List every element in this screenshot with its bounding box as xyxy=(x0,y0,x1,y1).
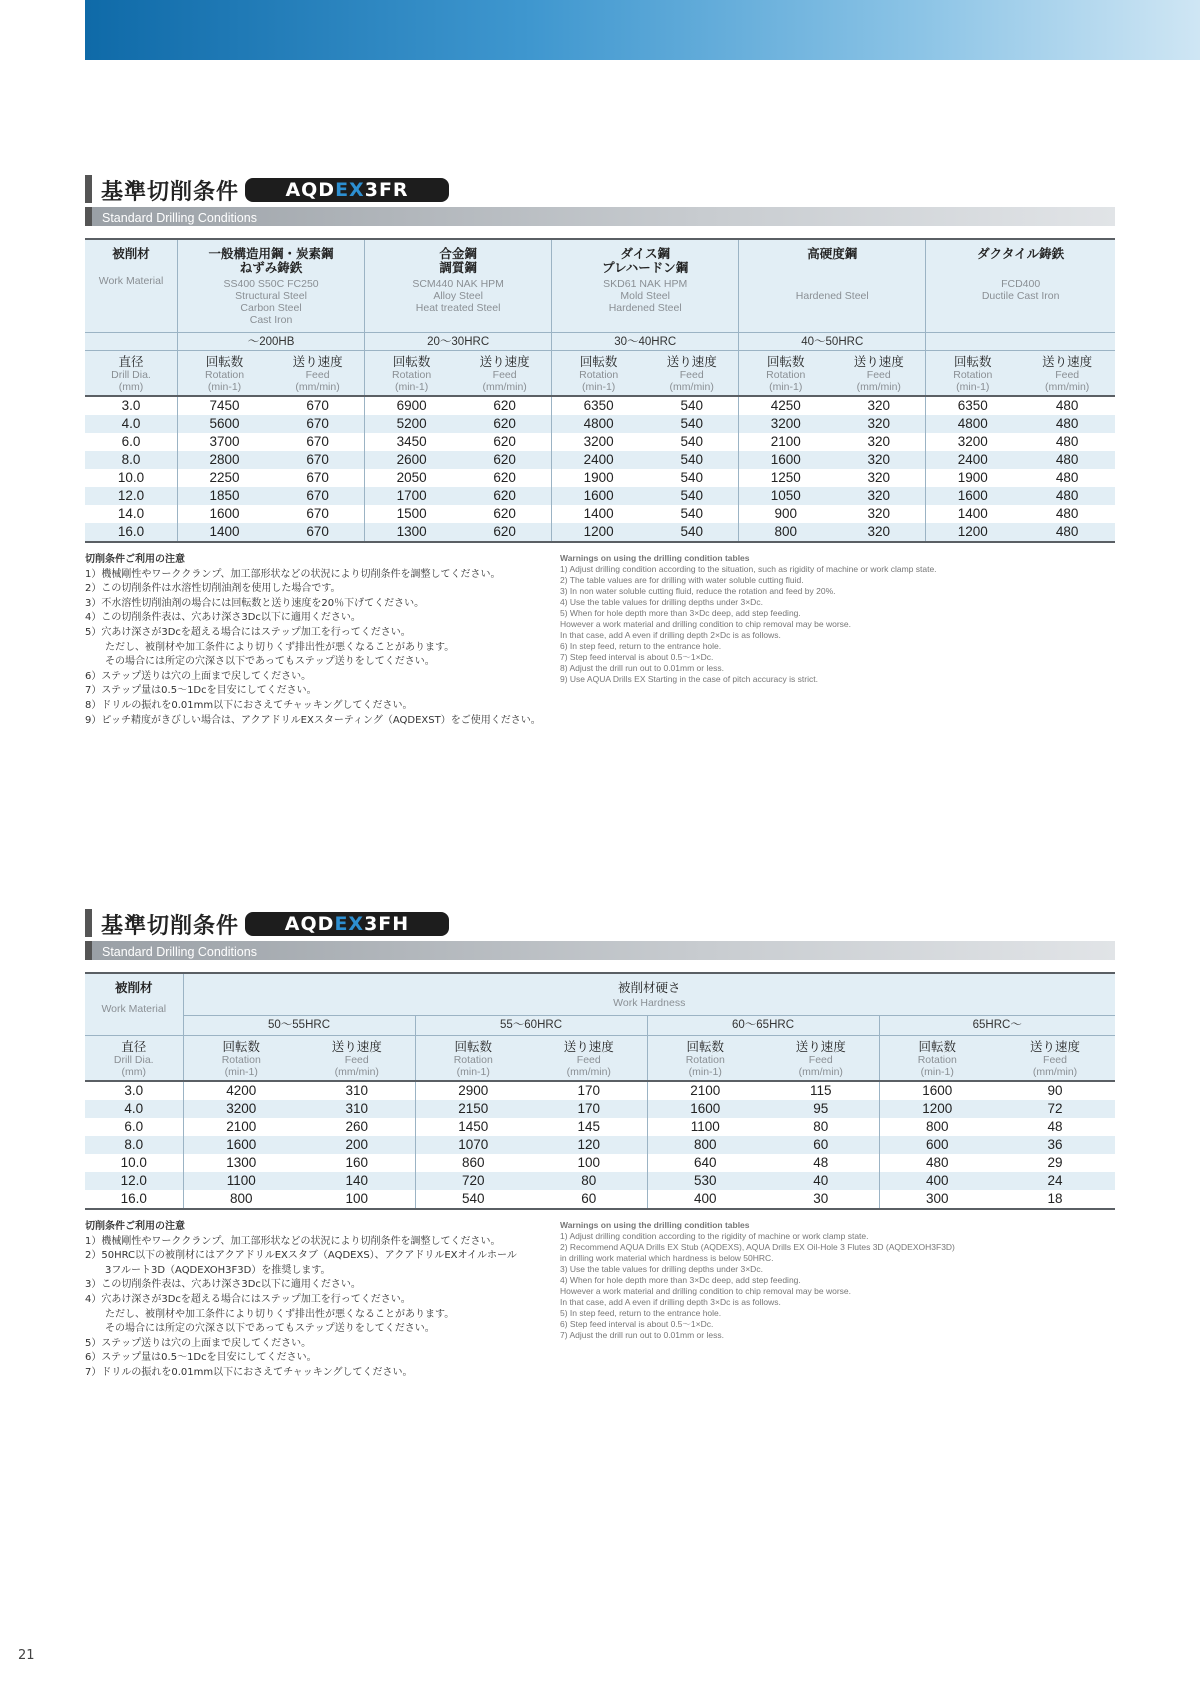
rotation-cell: 1600 xyxy=(926,487,1020,505)
feed-cell: 540 xyxy=(645,487,739,505)
notes-jp: 切削条件ご利用の注意 1）機械剛性やワーククランプ、加工部形状などの状況により切削条件を調整してください。 2）50HRC以下の被削材にはアクアドリルEXスタブ（AQDEXS）、アクアドリルEXオイルホール 3フルート3D（AQDEXOH3F3D）を推奨します。 3）この切削条件表は、穴あけ深さ3Dc以下に適用ください。 4）穴あけ深さが3Dcを超える場合にはステップ加工を行ってください。 ただし、被削材や加工条件により切りくず排出性が悪くなることがあります。 その場合には所定の穴深さ以下であってもステップ送りをしてください。 5）ステップ送りは穴の上面まで戻してください。 6）ステップ量は0.5～1Dcを目安にしてください。 7）ドリルの振れを0.01mm以下におさえてチャッキングしてください。 xyxy=(85,1220,555,1381)
feed-cell: 480 xyxy=(1019,523,1115,542)
rotation-cell: 4800 xyxy=(552,415,646,433)
feed-cell: 620 xyxy=(458,396,552,415)
feed-cell: 200 xyxy=(299,1136,415,1154)
rotation-cell: 2400 xyxy=(552,451,646,469)
rotation-cell: 900 xyxy=(739,505,833,523)
drill-dia-cell: 3.0 xyxy=(85,396,178,415)
rotation-cell: 3200 xyxy=(926,433,1020,451)
drill-dia-cell: 6.0 xyxy=(85,433,178,451)
drill-dia-cell: 8.0 xyxy=(85,1136,183,1154)
rotation-cell: 1400 xyxy=(926,505,1020,523)
table-row xyxy=(85,396,1115,415)
feed-cell: 60 xyxy=(763,1136,879,1154)
feed-cell: 320 xyxy=(832,469,926,487)
note-line: 4) When for hole depth more than 3×Dc deep, add step feeding. xyxy=(560,1275,801,1285)
rotation-cell: 1600 xyxy=(183,1136,299,1154)
feed-cell: 540 xyxy=(645,433,739,451)
feed-cell: 320 xyxy=(832,433,926,451)
rotation-cell: 720 xyxy=(415,1172,531,1190)
rotation-cell: 480 xyxy=(879,1154,995,1172)
work-material-cell: 被削材 Work Material xyxy=(85,973,183,1035)
hardness-0: ～200HB xyxy=(178,332,365,350)
feed-cell: 620 xyxy=(458,451,552,469)
table-row xyxy=(85,1118,1115,1136)
feed-cell: 670 xyxy=(271,469,365,487)
feed-cell: 670 xyxy=(271,487,365,505)
column-header-row xyxy=(85,350,1115,396)
feed-cell: 100 xyxy=(299,1190,415,1209)
range-3: 65HRC～ xyxy=(879,1015,1115,1035)
rotation-cell: 1400 xyxy=(552,505,646,523)
note-line: In that case, add A even if drilling depth 2×Dc is as follows. xyxy=(560,630,781,640)
material-col-0: 一般構造用鋼・炭素鋼 ねずみ鋳鉄 SS400 S50C FC250 Structural Steel Carbon Steel Cast Iron xyxy=(178,239,365,332)
rotation-cell: 300 xyxy=(879,1190,995,1209)
note-line: 1）機械剛性やワーククランプ、加工部形状などの状況により切削条件を調整してください。 xyxy=(85,1235,501,1247)
table-row xyxy=(85,1172,1115,1190)
feed-cell: 320 xyxy=(832,396,926,415)
rotation-cell: 4800 xyxy=(926,415,1020,433)
notes-3fh xyxy=(85,1220,1115,1380)
table-row xyxy=(85,1136,1115,1154)
note-line: その場合には所定の穴深さ以下であってもステップ送りをしてください。 xyxy=(85,1323,435,1335)
feed-cell: 620 xyxy=(458,415,552,433)
note-line: 2）この切削条件は水溶性切削油剤を使用した場合です。 xyxy=(85,583,341,595)
table-row xyxy=(85,523,1115,542)
drill-dia-cell: 3.0 xyxy=(85,1081,183,1100)
rotation-cell: 1070 xyxy=(415,1136,531,1154)
feed-header: 送り速度 Feed (mm/min) xyxy=(1019,350,1115,396)
table-row xyxy=(85,487,1115,505)
rotation-cell: 860 xyxy=(415,1154,531,1172)
feed-cell: 310 xyxy=(299,1081,415,1100)
note-line: However a work material and drilling condition to chip removal may be worse. xyxy=(560,1286,852,1296)
rotation-cell: 1400 xyxy=(178,523,272,542)
rotation-cell: 1450 xyxy=(415,1118,531,1136)
rotation-cell: 3200 xyxy=(183,1100,299,1118)
drill-dia-cell: 12.0 xyxy=(85,487,178,505)
feed-header: 送り速度 Feed (mm/min) xyxy=(531,1035,647,1081)
rotation-cell: 2150 xyxy=(415,1100,531,1118)
rotation-cell: 3200 xyxy=(552,433,646,451)
rotation-cell: 800 xyxy=(183,1190,299,1209)
feed-cell: 310 xyxy=(299,1100,415,1118)
feed-cell: 320 xyxy=(832,415,926,433)
note-line: 3フルート3D（AQDEXOH3F3D）を推奨します。 xyxy=(85,1264,331,1276)
rotation-cell: 540 xyxy=(415,1190,531,1209)
table-row xyxy=(85,469,1115,487)
subtitle: Standard Drilling Conditions xyxy=(102,945,257,959)
feed-cell: 480 xyxy=(1019,505,1115,523)
feed-cell: 540 xyxy=(645,523,739,542)
note-line: 8) Adjust the drill run out to 0.01mm or less. xyxy=(560,663,724,673)
rotation-cell: 4200 xyxy=(183,1081,299,1100)
rotation-cell: 2800 xyxy=(178,451,272,469)
drill-dia-cell: 10.0 xyxy=(85,469,178,487)
table-row xyxy=(85,433,1115,451)
title-jp: 基準切削条件 xyxy=(101,180,240,205)
rotation-cell: 1100 xyxy=(647,1118,763,1136)
rotation-header: 回転数 Rotation (min-1) xyxy=(879,1035,995,1081)
feed-cell: 60 xyxy=(531,1190,647,1209)
rotation-cell: 2100 xyxy=(183,1118,299,1136)
note-line: in drilling work material which hardness is below 50HRC. xyxy=(560,1253,774,1263)
feed-header: 送り速度 Feed (mm/min) xyxy=(763,1035,879,1081)
note-line: 2) The table values are for drilling with water soluble cutting fluid. xyxy=(560,575,804,585)
drill-dia-cell: 6.0 xyxy=(85,1118,183,1136)
rotation-cell: 1850 xyxy=(178,487,272,505)
work-hardness-cell: 被削材硬さ Work Hardness xyxy=(183,973,1115,1015)
note-line: 1) Adjust drilling condition according to the rigidity of machine or work clamp state. xyxy=(560,1231,869,1241)
note-line: 8）ドリルの振れを0.01mm以下におさえてチャッキングしてください。 xyxy=(85,699,413,711)
note-line: 4) Use the table values for drilling depths under 3×Dc. xyxy=(560,597,763,607)
feed-cell: 48 xyxy=(995,1118,1115,1136)
note-line: 3) Use the table values for drilling depths under 3×Dc. xyxy=(560,1264,763,1274)
hardness-row xyxy=(85,332,1115,350)
hardness-3: 40～50HRC xyxy=(739,332,926,350)
drill-dia-cell: 8.0 xyxy=(85,451,178,469)
feed-cell: 670 xyxy=(271,505,365,523)
feed-cell: 480 xyxy=(1019,451,1115,469)
note-line: 5）ステップ送りは穴の上面まで戻してください。 xyxy=(85,1337,312,1349)
table-row xyxy=(85,1154,1115,1172)
table-row xyxy=(85,1100,1115,1118)
rotation-cell: 3450 xyxy=(365,433,459,451)
feed-cell: 29 xyxy=(995,1154,1115,1172)
note-line: ただし、被削材や加工条件により切りくず排出性が悪くなることがあります。 xyxy=(85,1308,455,1320)
title-jp: 基準切削条件 xyxy=(101,914,240,939)
feed-cell: 24 xyxy=(995,1172,1115,1190)
drill-dia-cell: 4.0 xyxy=(85,1100,183,1118)
feed-cell: 115 xyxy=(763,1081,879,1100)
note-line: In that case, add A even if drilling depth 3×Dc is as follows. xyxy=(560,1297,781,1307)
rotation-header: 回転数 Rotation (min-1) xyxy=(183,1035,299,1081)
note-line: 7）ステップ量は0.5～1Dcを目安にしてください。 xyxy=(85,685,317,697)
conditions-table-3fr xyxy=(85,238,1115,543)
feed-cell: 90 xyxy=(995,1081,1115,1100)
subtitle-bar xyxy=(85,941,1115,960)
section-aqdex3fh xyxy=(85,907,1115,1380)
feed-cell: 100 xyxy=(531,1154,647,1172)
note-line: 5) When for hole depth more than 3×Dc deep, add step feeding. xyxy=(560,608,801,618)
material-col-1: 合金鋼 調質鋼 SCM440 NAK HPM Alloy Steel Heat treated Steel xyxy=(365,239,552,332)
product-badge: AQDEX3FH xyxy=(245,912,449,936)
rotation-cell: 400 xyxy=(647,1190,763,1209)
feed-cell: 160 xyxy=(299,1154,415,1172)
rotation-cell: 2100 xyxy=(647,1081,763,1100)
note-line: 3）この切削条件表は、穴あけ深さ3Dc以下に適用ください。 xyxy=(85,1279,361,1291)
hardness-header-row xyxy=(85,973,1115,1015)
note-line: 6）ステップ送りは穴の上面まで戻してください。 xyxy=(85,670,312,682)
drill-dia-cell: 12.0 xyxy=(85,1172,183,1190)
note-line: 7) Step feed interval is about 0.5～1×Dc. xyxy=(560,652,714,662)
hardness-4 xyxy=(926,332,1115,350)
rotation-cell: 6350 xyxy=(926,396,1020,415)
note-line: ただし、被削材や加工条件により切りくず排出性が悪くなることがあります。 xyxy=(85,641,455,653)
feed-cell: 620 xyxy=(458,487,552,505)
feed-cell: 170 xyxy=(531,1081,647,1100)
feed-cell: 480 xyxy=(1019,469,1115,487)
rotation-cell: 5200 xyxy=(365,415,459,433)
rotation-cell: 2250 xyxy=(178,469,272,487)
feed-header: 送り速度 Feed (mm/min) xyxy=(271,350,365,396)
notes-jp: 切削条件ご利用の注意 1）機械剛性やワーククランプ、加工部形状などの状況により切削条件を調整してください。 2）この切削条件は水溶性切削油剤を使用した場合です。 3）不水溶性切削油剤の場合には回転数と送り速度を20％下げてください。 4）この切削条件表は、穴あけ深さ3Dc以下に適用ください。 5）穴あけ深さが3Dcを超える場合にはステップ加工を行ってください。 ただし、被削材や加工条件により切りくず排出性が悪くなることがあります。 その場合には所定の穴深さ以下であってもステップ送りをしてください。 6）ステップ送りは穴の上面まで戻してください。 7）ステップ量は0.5～1Dcを目安にしてください。 8）ドリルの振れを0.01mm以下におさえてチャッキングしてください。 9）ピッチ精度がきびしい場合は、アクアドリルEXスターティング（AQDEXST）をご使用ください。 xyxy=(85,553,555,728)
rotation-header: 回転数 Rotation (min-1) xyxy=(415,1035,531,1081)
feed-cell: 540 xyxy=(645,505,739,523)
feed-header: 送り速度 Feed (mm/min) xyxy=(458,350,552,396)
feed-cell: 480 xyxy=(1019,415,1115,433)
rotation-cell: 1600 xyxy=(178,505,272,523)
note-line: 5) In step feed, return to the entrance hole. xyxy=(560,1308,722,1318)
feed-cell: 670 xyxy=(271,396,365,415)
rotation-cell: 3700 xyxy=(178,433,272,451)
notes-en: Warnings on using the drilling condition tables 1) Adjust drilling condition according to the situation, such as rigidity of machine or work clamp state. 2) The table values are for drilling with water soluble cutting fluid. 3) In non water soluble cutting fluid, reduce the rotation and feed by 20%. 4) Use the table values for drilling depths under 3×Dc. 5) When for hole depth more than 3×Dc deep, add step feeding. However a work material and drilling condition to chip removal may be worse. In that case, add A even if drilling depth 2×Dc is as follows. 6) In step feed, return to the entrance hole. 7) Step feed interval is about 0.5～1×Dc. 8) Adjust the drill run out to 0.01mm or less. 9) Use AQUA Drills EX Starting in the case of pitch accuracy is strict. xyxy=(560,553,1120,685)
table-row xyxy=(85,1081,1115,1100)
feed-cell: 80 xyxy=(763,1118,879,1136)
drill-dia-header: 直径 Drill Dia. (mm) xyxy=(85,1035,183,1081)
rotation-cell: 4250 xyxy=(739,396,833,415)
note-line: 9）ピッチ精度がきびしい場合は、アクアドリルEXスターティング（AQDEXST）をご使用ください。 xyxy=(85,714,541,726)
feed-cell: 480 xyxy=(1019,396,1115,415)
rotation-cell: 1500 xyxy=(365,505,459,523)
feed-cell: 18 xyxy=(995,1190,1115,1209)
rotation-cell: 600 xyxy=(879,1136,995,1154)
feed-cell: 540 xyxy=(645,396,739,415)
feed-cell: 145 xyxy=(531,1118,647,1136)
rotation-header: 回転数 Rotation (min-1) xyxy=(178,350,272,396)
drill-dia-header: 直径 Drill Dia. (mm) xyxy=(85,350,178,396)
rotation-cell: 7450 xyxy=(178,396,272,415)
drill-dia-cell: 16.0 xyxy=(85,1190,183,1209)
feed-header: 送り速度 Feed (mm/min) xyxy=(645,350,739,396)
feed-cell: 140 xyxy=(299,1172,415,1190)
feed-cell: 260 xyxy=(299,1118,415,1136)
drill-dia-cell: 16.0 xyxy=(85,523,178,542)
feed-header: 送り速度 Feed (mm/min) xyxy=(832,350,926,396)
feed-cell: 620 xyxy=(458,505,552,523)
feed-cell: 320 xyxy=(832,523,926,542)
feed-cell: 40 xyxy=(763,1172,879,1190)
feed-cell: 480 xyxy=(1019,433,1115,451)
feed-cell: 620 xyxy=(458,433,552,451)
note-line: 6）ステップ量は0.5～1Dcを目安にしてください。 xyxy=(85,1352,317,1364)
feed-cell: 540 xyxy=(645,451,739,469)
header-band xyxy=(85,0,1200,60)
subtitle-bar xyxy=(85,207,1115,226)
rotation-cell: 1700 xyxy=(365,487,459,505)
feed-header: 送り速度 Feed (mm/min) xyxy=(995,1035,1115,1081)
rotation-cell: 800 xyxy=(739,523,833,542)
note-line: 3）不水溶性切削油剤の場合には回転数と送り速度を20％下げてください。 xyxy=(85,597,425,609)
section-title xyxy=(85,173,1115,205)
feed-cell: 320 xyxy=(832,487,926,505)
feed-cell: 170 xyxy=(531,1100,647,1118)
feed-cell: 48 xyxy=(763,1154,879,1172)
rotation-cell: 800 xyxy=(879,1118,995,1136)
feed-cell: 670 xyxy=(271,523,365,542)
rotation-cell: 640 xyxy=(647,1154,763,1172)
feed-cell: 320 xyxy=(832,505,926,523)
rotation-cell: 1900 xyxy=(926,469,1020,487)
note-line: 4）穴あけ深さが3Dcを超える場合にはステップ加工を行ってください。 xyxy=(85,1293,411,1305)
range-row xyxy=(85,1015,1115,1035)
feed-cell: 36 xyxy=(995,1136,1115,1154)
note-line: 6) Step feed interval is about 0.5～1×Dc. xyxy=(560,1319,714,1329)
rotation-cell: 2400 xyxy=(926,451,1020,469)
rotation-cell: 6350 xyxy=(552,396,646,415)
feed-cell: 480 xyxy=(1019,487,1115,505)
range-1: 55～60HRC xyxy=(415,1015,647,1035)
drill-dia-cell: 4.0 xyxy=(85,415,178,433)
feed-cell: 540 xyxy=(645,415,739,433)
material-header-row xyxy=(85,239,1115,332)
note-line: However a work material and drilling condition to chip removal may be worse. xyxy=(560,619,852,629)
rotation-cell: 1250 xyxy=(739,469,833,487)
work-material-cell: 被削材 Work Material xyxy=(85,239,178,332)
feed-cell: 620 xyxy=(458,523,552,542)
note-line: 7）ドリルの振れを0.01mm以下におさえてチャッキングしてください。 xyxy=(85,1366,413,1378)
rotation-cell: 1200 xyxy=(926,523,1020,542)
rotation-cell: 2600 xyxy=(365,451,459,469)
rotation-cell: 1200 xyxy=(879,1100,995,1118)
rotation-cell: 1600 xyxy=(647,1100,763,1118)
feed-cell: 120 xyxy=(531,1136,647,1154)
hardness-1: 20～30HRC xyxy=(365,332,552,350)
range-0: 50～55HRC xyxy=(183,1015,415,1035)
note-line: その場合には所定の穴深さ以下であってもステップ送りをしてください。 xyxy=(85,656,435,668)
note-line: 4）この切削条件表は、穴あけ深さ3Dc以下に適用ください。 xyxy=(85,612,361,624)
note-line: 9) Use AQUA Drills EX Starting in the case of pitch accuracy is strict. xyxy=(560,674,818,684)
table-row xyxy=(85,1190,1115,1209)
rotation-cell: 1300 xyxy=(183,1154,299,1172)
note-line: 2) Recommend AQUA Drills EX Stub (AQDEXS), AQUA Drills EX Oil-Hole 3 Flutes 3D (AQDEXOH3F3D) xyxy=(560,1242,955,1252)
feed-cell: 72 xyxy=(995,1100,1115,1118)
rotation-cell: 530 xyxy=(647,1172,763,1190)
rotation-cell: 1050 xyxy=(739,487,833,505)
product-badge: AQDEX3FR xyxy=(245,178,449,202)
rotation-cell: 1600 xyxy=(879,1081,995,1100)
rotation-cell: 800 xyxy=(647,1136,763,1154)
rotation-cell: 1600 xyxy=(552,487,646,505)
conditions-table-3fh xyxy=(85,972,1115,1210)
rotation-header: 回転数 Rotation (min-1) xyxy=(365,350,459,396)
feed-cell: 670 xyxy=(271,451,365,469)
rotation-header: 回転数 Rotation (min-1) xyxy=(739,350,833,396)
rotation-cell: 5600 xyxy=(178,415,272,433)
feed-cell: 670 xyxy=(271,433,365,451)
column-header-row xyxy=(85,1035,1115,1081)
rotation-cell: 1200 xyxy=(552,523,646,542)
feed-cell: 670 xyxy=(271,415,365,433)
rotation-cell: 1600 xyxy=(739,451,833,469)
feed-cell: 95 xyxy=(763,1100,879,1118)
material-col-4: ダクタイル鋳鉄 FCD400 Ductile Cast Iron xyxy=(926,239,1115,332)
hardness-2: 30～40HRC xyxy=(552,332,739,350)
rotation-header: 回転数 Rotation (min-1) xyxy=(552,350,646,396)
table-row xyxy=(85,415,1115,433)
material-col-2: ダイス鋼 プレハードン鋼 SKD61 NAK HPM Mold Steel Hardened Steel xyxy=(552,239,739,332)
feed-cell: 30 xyxy=(763,1190,879,1209)
subtitle: Standard Drilling Conditions xyxy=(102,211,257,225)
rotation-cell: 6900 xyxy=(365,396,459,415)
title-marker xyxy=(85,909,92,937)
table-row xyxy=(85,451,1115,469)
rotation-cell: 3200 xyxy=(739,415,833,433)
feed-header: 送り速度 Feed (mm/min) xyxy=(299,1035,415,1081)
notes-en: Warnings on using the drilling condition tables 1) Adjust drilling condition according to the rigidity of machine or work clamp state. 2) Recommend AQUA Drills EX Stub (AQDEXS), AQUA Drills EX Oil-Hole 3 Flutes 3D (AQDEXOH3F3D) in drilling work material which hardness is below 50HRC. 3) Use the table values for drilling depths under 3×Dc. 4) When for hole depth more than 3×Dc deep, add step feeding. However a work material and drilling condition to chip removal may be worse. In that case, add A even if drilling depth 3×Dc is as follows. 5) In step feed, return to the entrance hole. 6) Step feed interval is about 0.5～1×Dc. 7) Adjust the drill run out to 0.01mm or less. xyxy=(560,1220,1120,1341)
note-line: 3) In non water soluble cutting fluid, reduce the rotation and feed by 20%. xyxy=(560,586,836,596)
rotation-header: 回転数 Rotation (min-1) xyxy=(647,1035,763,1081)
feed-cell: 540 xyxy=(645,469,739,487)
range-2: 60～65HRC xyxy=(647,1015,879,1035)
title-marker xyxy=(85,175,92,203)
notes-3fr xyxy=(85,553,1115,726)
feed-cell: 320 xyxy=(832,451,926,469)
note-line: 1) Adjust drilling condition according to the situation, such as rigidity of machine or work clamp state. xyxy=(560,564,937,574)
rotation-cell: 400 xyxy=(879,1172,995,1190)
section-title xyxy=(85,907,1115,939)
rotation-cell: 2100 xyxy=(739,433,833,451)
table-row xyxy=(85,505,1115,523)
page-number: 21 xyxy=(18,1648,35,1663)
rotation-cell: 2050 xyxy=(365,469,459,487)
note-line: 2）50HRC以下の被削材にはアクアドリルEXスタブ（AQDEXS）、アクアドリルEXオイルホール xyxy=(85,1250,517,1262)
note-line: 5）穴あけ深さが3Dcを超える場合にはステップ加工を行ってください。 xyxy=(85,626,411,638)
rotation-cell: 1900 xyxy=(552,469,646,487)
rotation-cell: 1300 xyxy=(365,523,459,542)
material-col-3: 高硬度鋼 Hardened Steel xyxy=(739,239,926,332)
feed-cell: 80 xyxy=(531,1172,647,1190)
note-line: 1）機械剛性やワーククランプ、加工部形状などの状況により切削条件を調整してください。 xyxy=(85,568,501,580)
drill-dia-cell: 10.0 xyxy=(85,1154,183,1172)
drill-dia-cell: 14.0 xyxy=(85,505,178,523)
rotation-cell: 1100 xyxy=(183,1172,299,1190)
note-line: 7) Adjust the drill run out to 0.01mm or less. xyxy=(560,1330,724,1340)
feed-cell: 620 xyxy=(458,469,552,487)
rotation-header: 回転数 Rotation (min-1) xyxy=(926,350,1020,396)
note-line: 6) In step feed, return to the entrance hole. xyxy=(560,641,722,651)
section-aqdex3fr xyxy=(85,173,1115,726)
rotation-cell: 2900 xyxy=(415,1081,531,1100)
